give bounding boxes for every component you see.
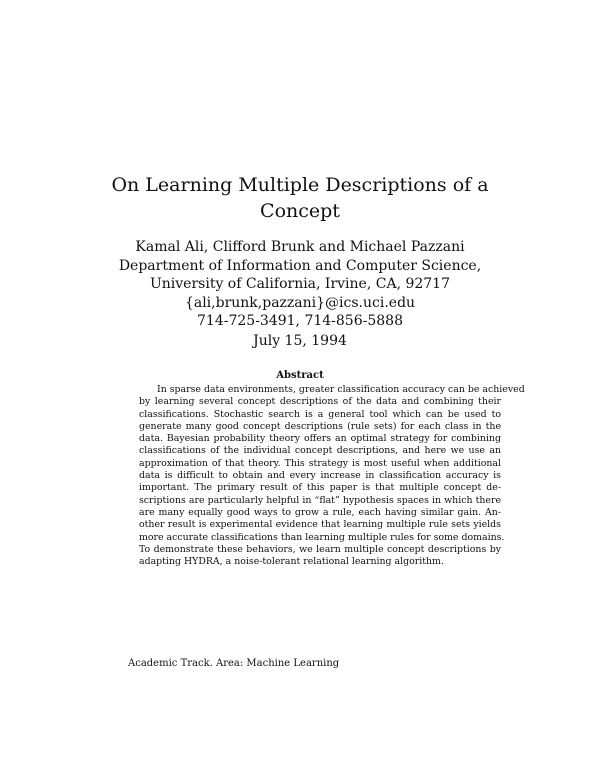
abstract-line: In sparse data environments, greater classification accuracy can be achieved: [157, 384, 525, 395]
author-block: [60, 238, 540, 331]
email: {ali,brunk,pazzani}@ics.uci.edu: [184, 294, 416, 311]
abstract-line: classifications of the individual concept descriptions, and here we use an: [139, 445, 501, 457]
department: Department of Information and Computer Science,: [118, 257, 482, 274]
university: University of California, Irvine, CA, 92717: [149, 276, 450, 292]
title-line-1: On Learning Multiple Descriptions of a: [111, 174, 489, 196]
abstract-heading: Abstract: [276, 370, 324, 381]
abstract-body: [139, 384, 525, 568]
paper-date: July 15, 1994: [253, 333, 347, 349]
abstract-line: classifications. Stochastic search is a general tool which can be used to: [139, 408, 501, 420]
abstract-line: scriptions are particularly helpful in “flat” hypothesis spaces in which there: [139, 494, 501, 506]
abstract-line: data. Bayesian probability theory offers an optimal strategy for combining: [139, 433, 501, 445]
abstract-line: approximation of that theory. This strategy is most useful when additional: [139, 457, 501, 469]
title-line-2: Concept: [260, 200, 340, 222]
author-names: Kamal Ali, Clifford Brunk and Michael Pazzani: [135, 239, 465, 255]
track-note: Academic Track. Area: Machine Learning: [128, 658, 340, 669]
phone: 714-725-3491, 714-856-5888: [197, 313, 403, 329]
abstract-line: data is difficult to obtain and every increase in classification accuracy is: [139, 470, 501, 482]
abstract-line: To demonstrate these behaviors, we learn multiple concept descriptions by: [139, 543, 501, 555]
abstract-line: generate many good concept descriptions (rule sets) for each class in the: [139, 420, 501, 432]
abstract-line: adapting HYDRA, a noise-tolerant relational learning algorithm.: [139, 556, 444, 568]
paper-title: [90, 172, 510, 224]
abstract-line: other result is experimental evidence that learning multiple rule sets yields: [139, 519, 501, 531]
abstract-line: are many equally good ways to grow a rule, each having similar gain. An-: [139, 506, 501, 518]
abstract-line: more accurate classifications than learning multiple rules for some domains.: [139, 531, 505, 543]
abstract-line: important. The primary result of this paper is that multiple concept de-: [139, 482, 501, 494]
abstract-line: by learning several concept descriptions of the data and combining their: [139, 396, 501, 408]
